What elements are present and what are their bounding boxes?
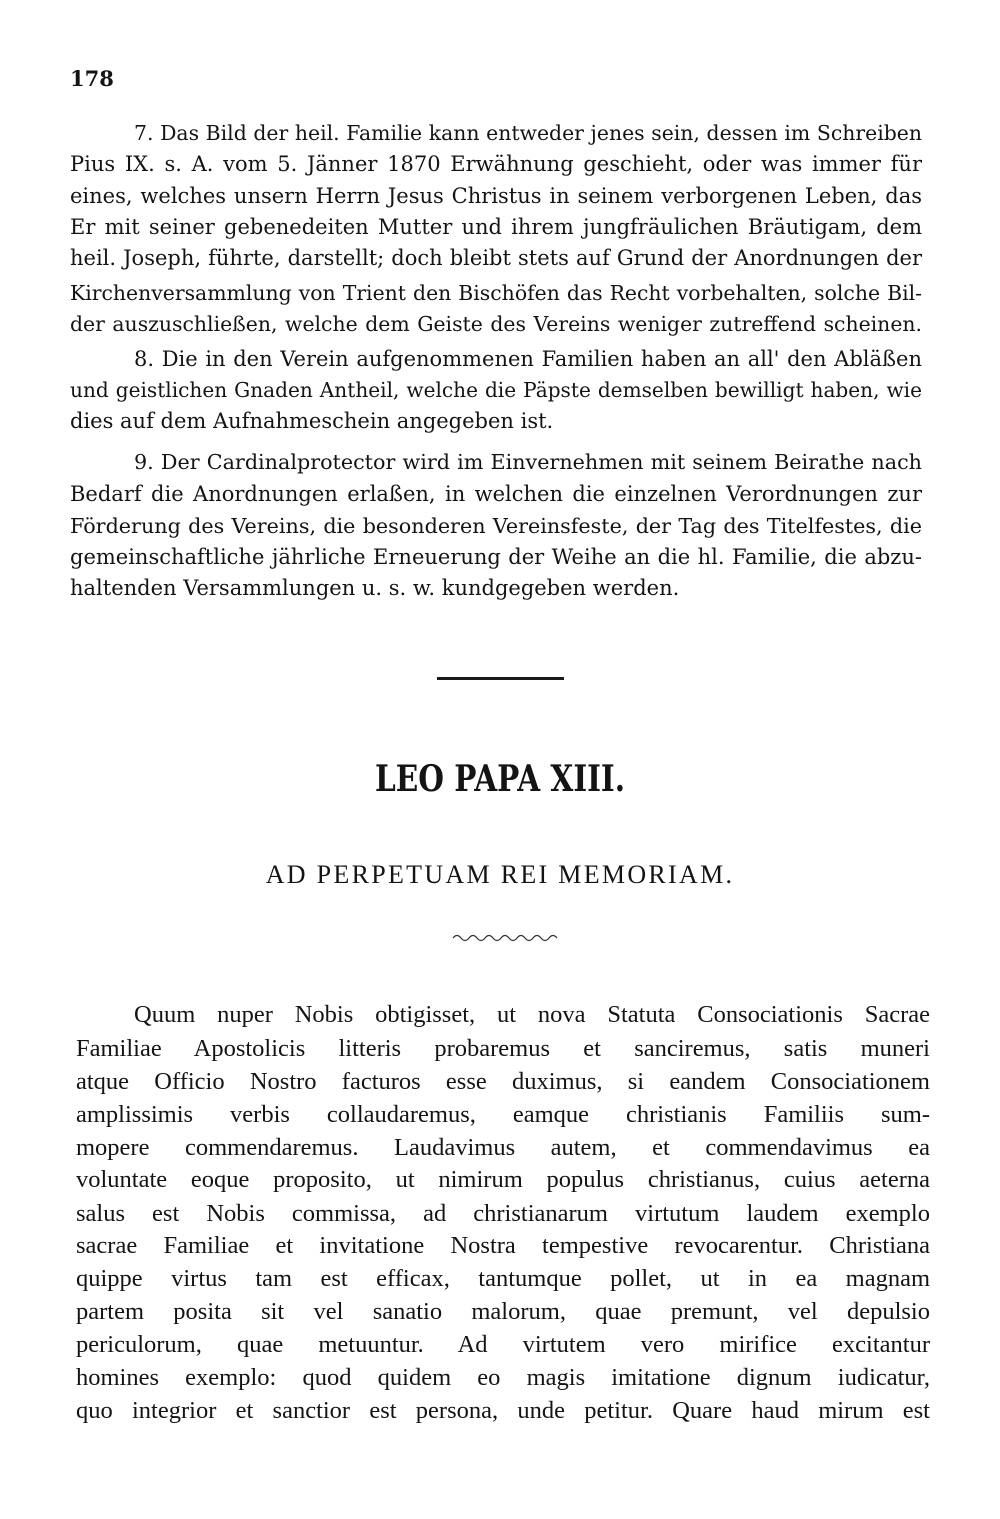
text-line: amplissimis verbis collaudaremus, eamque christianis Familiis sum-	[76, 1101, 930, 1128]
text-line: 7. Das Bild der heil. Familie kann entweder jenes sein, dessen im Schreiben	[134, 121, 922, 145]
text-line: der auszuschließen, welche dem Geiste des Vereins weniger zutreffend scheinen.	[70, 312, 922, 336]
text-line: salus est Nobis commissa, ad christianarum virtutum laudem exemplo	[76, 1200, 930, 1227]
text-line: sacrae Familiae et invitatione Nostra tempestive revocarentur. Christiana	[76, 1232, 930, 1259]
text-line: Pius IX. s. A. vom 5. Jänner 1870 Erwähnung geschieht, oder was immer für	[70, 152, 922, 176]
text-line: Familiae Apostolicis litteris probaremus et sanciremus, satis muneri	[76, 1035, 930, 1062]
text-line: dies auf dem Aufnahmeschein angegeben ist.	[70, 409, 554, 433]
text-line: periculorum, quae metuuntur. Ad virtutem vero mirifice excitantur	[76, 1331, 930, 1358]
text-line: und geistlichen Gnaden Antheil, welche die Päpste demselben bewilligt haben, wie	[70, 378, 922, 402]
text-line: quo integrior et sanctior est persona, unde petitur. Quare haud mirum est	[76, 1397, 930, 1424]
text-line: heil. Joseph, führte, darstellt; doch bleibt stets auf Grund der Anordnungen der	[70, 246, 922, 270]
section-heading: LEO PAPA XIII.	[374, 758, 626, 800]
text-line: haltenden Versammlungen u. s. w. kundgegeben werden.	[70, 576, 680, 600]
text-line: voluntate eoque proposito, ut nimirum populus christianus, cuius aeterna	[76, 1166, 930, 1193]
text-line: mopere commendaremus. Laudavimus autem, et commendavimus ea	[76, 1134, 930, 1161]
section-subheading: AD PERPETUAM REI MEMORIAM.	[265, 860, 735, 889]
text-line: homines exemplo: quod quidem eo magis imitatione dignum iudicatur,	[76, 1364, 930, 1391]
text-line: eines, welches unsern Herrn Jesus Christus in seinem verborgenen Leben, das	[70, 184, 922, 208]
wave-ornament-icon	[451, 931, 563, 945]
section-divider	[437, 677, 564, 680]
text-line: atque Officio Nostro facturos esse duximus, si eandem Consociationem	[76, 1068, 930, 1095]
text-line: 8. Die in den Verein aufgenommenen Familien haben an all' den Abläßen	[134, 347, 922, 371]
text-line: Er mit seiner gebenedeiten Mutter und ihrem jungfräulichen Bräutigam, dem	[70, 215, 922, 239]
text-line: 9. Der Cardinalprotector wird im Einvernehmen mit seinem Beirathe nach	[134, 450, 922, 474]
text-line: quippe virtus tam est efficax, tantumque pollet, ut in ea magnam	[76, 1265, 930, 1292]
text-line: gemeinschaftliche jährliche Erneuerung der Weihe an die hl. Familie, die abzu-	[70, 545, 922, 569]
page-number: 178	[70, 66, 114, 91]
text-line: Bedarf die Anordnungen erlaßen, in welchen die einzelnen Verordnungen zur	[70, 482, 922, 506]
text-line: Förderung des Vereins, die besonderen Vereinsfeste, der Tag des Titelfestes, die	[70, 514, 922, 538]
text-line: Kirchenversammlung von Trient den Bischöfen das Recht vorbehalten, solche Bil-	[70, 281, 922, 305]
text-line: Quum nuper Nobis obtigisset, ut nova Statuta Consociationis Sacrae	[134, 1001, 930, 1028]
text-line: partem posita sit vel sanatio malorum, quae premunt, vel depulsio	[76, 1298, 930, 1325]
